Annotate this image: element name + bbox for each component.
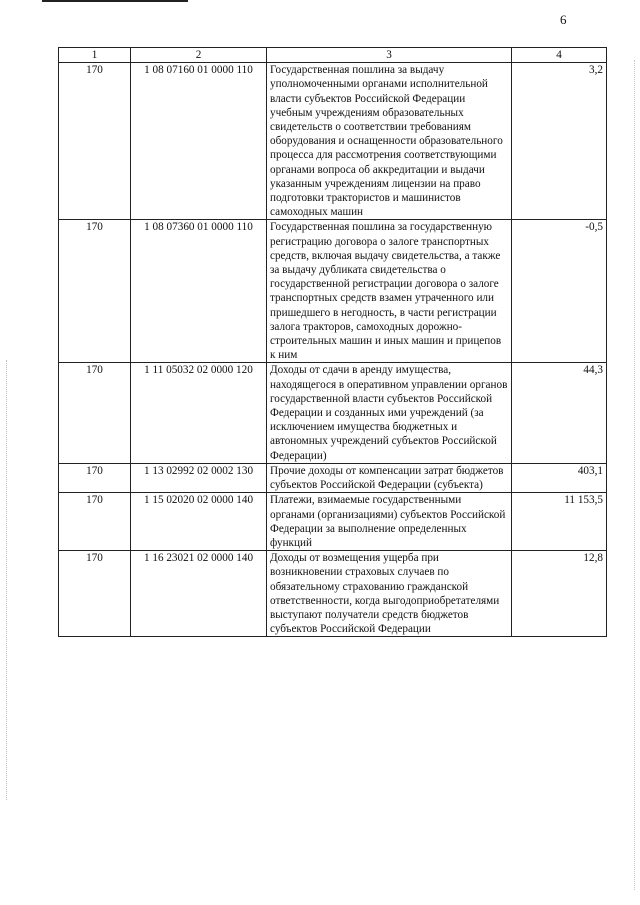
admin-code-cell: 170 (59, 220, 131, 363)
table-header-row (59, 48, 607, 63)
income-name-cell: Платежи, взимаемые государственными органами (организациями) субъектов Российской Федерации за выполнение определенных функций (267, 493, 512, 551)
kbk-code-cell: 1 15 02020 02 0000 140 (131, 493, 267, 551)
scan-edge-right (634, 60, 635, 890)
amount-cell: 12,8 (512, 551, 607, 637)
income-name-cell: Доходы от возмещения ущерба при возникновении страховых случаев по обязательному страхованию гражданской ответственности, когда выгодоприобретателями выступают получатели средств бюджетов субъектов Российской Федерации (267, 551, 512, 637)
scan-edge-left (6, 360, 7, 800)
income-name-cell: Государственная пошлина за выдачу уполномоченными органами исполнительной власти субъектов Российской Федерации учебным учреждениям образовательных свидетельств о соответствии требованиям оборудования и оснащенности образовательного процесса для рассмотрения соответствующими органами вопроса об аккредитации и выдачи указанным учреждениям лицензии на право подготовки трактористов и машинистов самоходных машин (267, 63, 512, 220)
table-row (59, 463, 607, 492)
amount-cell: 44,3 (512, 363, 607, 463)
admin-code-cell: 170 (59, 463, 131, 492)
kbk-code-cell: 1 08 07360 01 0000 110 (131, 220, 267, 363)
table-row (59, 493, 607, 551)
table-row (59, 551, 607, 637)
kbk-code-cell: 1 16 23021 02 0000 140 (131, 551, 267, 637)
amount-cell: 3,2 (512, 63, 607, 220)
budget-table (58, 47, 607, 637)
amount-cell: 11 153,5 (512, 493, 607, 551)
admin-code-cell: 170 (59, 363, 131, 463)
table-row (59, 363, 607, 463)
admin-code-cell: 170 (59, 551, 131, 637)
kbk-code-cell: 1 11 05032 02 0000 120 (131, 363, 267, 463)
income-name-cell: Доходы от сдачи в аренду имущества, находящегося в оперативном управлении органов государственной власти субъектов Российской Федерации и созданных ими учреждений (за исключением имущества бюджетных и автономных учреждений субъектов Российской Федерации) (267, 363, 512, 463)
kbk-code-cell: 1 13 02992 02 0002 130 (131, 463, 267, 492)
kbk-code-cell: 1 08 07160 01 0000 110 (131, 63, 267, 220)
column-header: 4 (512, 48, 607, 63)
column-header: 3 (267, 48, 512, 63)
table-row (59, 63, 607, 220)
admin-code-cell: 170 (59, 63, 131, 220)
amount-cell: -0,5 (512, 220, 607, 363)
page-number: 6 (560, 12, 567, 27)
column-header: 1 (59, 48, 131, 63)
column-header: 2 (131, 48, 267, 63)
admin-code-cell: 170 (59, 493, 131, 551)
amount-cell: 403,1 (512, 463, 607, 492)
income-name-cell: Прочие доходы от компенсации затрат бюджетов субъектов Российской Федерации (субъекта) (267, 463, 512, 492)
income-name-cell: Государственная пошлина за государственную регистрацию договора о залоге транспортных средств, включая выдачу свидетельства, а также за выдачу дубликата свидетельства о государственной регистрации договора о залоге транспортных средств взамен утраченного или пришедшего в негодность, в части регистрации залога тракторов, самоходных дорожно-строительных машин и иных машин и прицепов к ним (267, 220, 512, 363)
top-rule (42, 0, 188, 2)
table-row (59, 220, 607, 363)
